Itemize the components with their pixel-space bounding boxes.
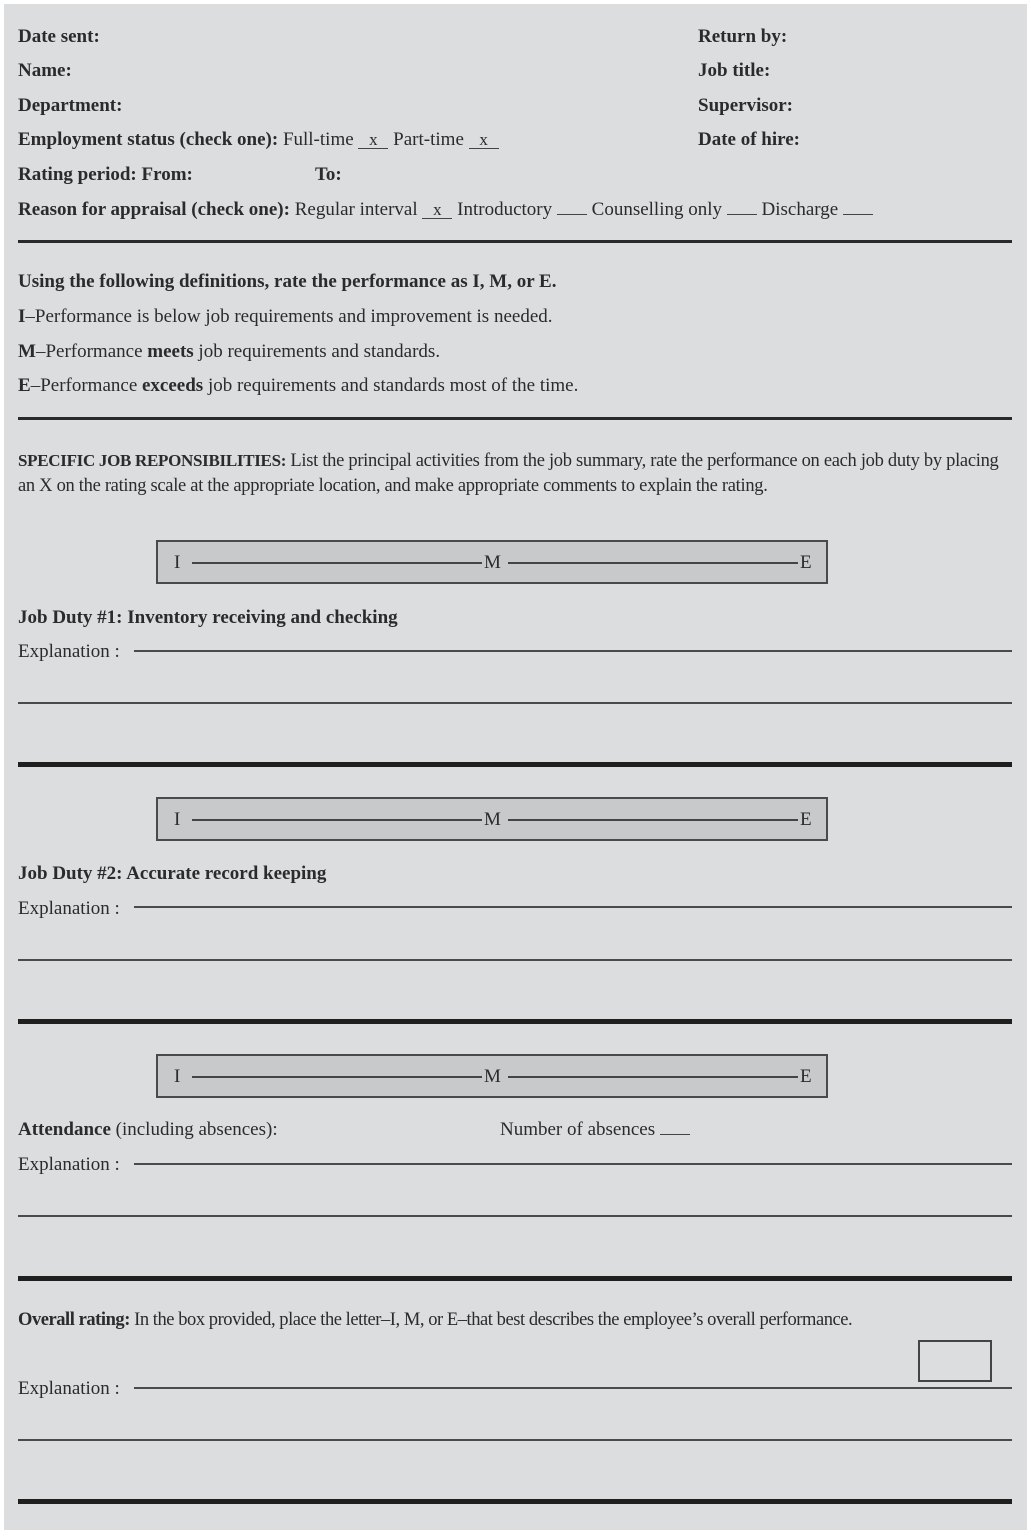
name-label: Name: <box>18 60 72 81</box>
definition-text: –Performance <box>30 375 142 396</box>
part-time-label: Part-time <box>393 129 464 150</box>
duty-2-explanation-input-line-2[interactable] <box>18 959 1012 961</box>
date-of-hire-label: Date of hire: <box>698 129 801 150</box>
employment-status-label: Employment status (check one): <box>18 129 279 150</box>
scale-high-label: E <box>800 809 812 830</box>
definition-letter: I <box>18 306 26 327</box>
reason-label: Reason for appraisal (check one): <box>18 199 290 220</box>
attendance-subtitle: (including absences): <box>110 1119 278 1140</box>
rating-scale-attendance[interactable] <box>156 1054 828 1098</box>
definition-emphasis: exceeds <box>142 375 204 396</box>
reason-row <box>18 199 873 221</box>
responsibilities-title: SPECIFIC JOB REPONSIBILITIES: <box>18 451 287 470</box>
section-divider <box>18 417 1012 420</box>
definition-e <box>18 375 578 397</box>
scale-high-label: E <box>800 1066 812 1087</box>
counselling-checkbox[interactable] <box>727 214 757 215</box>
overall-explanation-label: Explanation : <box>18 1378 120 1399</box>
definition-i <box>18 306 553 328</box>
section-divider <box>18 1276 1012 1281</box>
full-time-checkbox[interactable]: x <box>358 132 388 149</box>
attendance-title <box>18 1119 278 1141</box>
absences-label: Number of absences <box>500 1119 656 1140</box>
duty-2-explanation-input[interactable] <box>134 906 1012 908</box>
overall-rating-instructions <box>18 1309 852 1331</box>
scale-line <box>508 1076 798 1078</box>
duty-2-explanation-label: Explanation : <box>18 898 120 919</box>
duty-1-title: Job Duty #1: Inventory receiving and checking <box>18 607 398 628</box>
attendance-explanation-input[interactable] <box>134 1163 1012 1165</box>
appraisal-form <box>4 4 1027 1530</box>
definition-text: job requirements and standards. <box>193 341 441 362</box>
overall-explanation-input[interactable] <box>134 1387 1012 1389</box>
scale-line <box>192 819 482 821</box>
definitions-title: Using the following definitions, rate the performance as I, M, or E. <box>18 271 557 292</box>
discharge-label: Discharge <box>761 199 839 220</box>
scale-line <box>508 819 798 821</box>
duty-1-explanation-input-line-2[interactable] <box>18 702 1012 704</box>
overall-rating-text: In the box provided, place the letter–I, M, or E–that best describes the employee’s overall performance. <box>129 1310 853 1330</box>
regular-interval-label: Regular interval <box>294 199 418 220</box>
counselling-label: Counselling only <box>591 199 723 220</box>
responsibilities-text: List the principal activities from the job summary, rate the performance on each job duty by placing an X on the rating scale at the appropriate location, and make appropriate comments to explain the rating. <box>18 451 999 496</box>
rating-period-to-label: To: <box>315 164 342 185</box>
department-label: Department: <box>18 95 123 116</box>
absences-row <box>500 1119 690 1141</box>
scale-line <box>508 562 798 564</box>
scale-mid-label: M <box>484 809 501 830</box>
definition-letter: E <box>18 375 31 396</box>
section-divider <box>18 762 1012 767</box>
section-divider <box>18 240 1012 243</box>
full-time-label: Full-time <box>282 129 354 150</box>
overall-rating-box[interactable] <box>918 1340 992 1382</box>
scale-line <box>192 562 482 564</box>
duty-1-explanation-input[interactable] <box>134 650 1012 652</box>
rating-period-from-label: Rating period: From: <box>18 164 193 185</box>
definition-letter: M <box>18 341 36 362</box>
scale-mid-label: M <box>484 552 501 573</box>
return-by-label: Return by: <box>698 26 788 47</box>
regular-interval-checkbox[interactable]: x <box>422 202 452 219</box>
definition-m <box>18 341 440 363</box>
section-divider <box>18 1019 1012 1024</box>
discharge-checkbox[interactable] <box>843 214 873 215</box>
definition-text: –Performance is below job requirements and improvement is needed. <box>25 306 553 327</box>
absences-input[interactable] <box>660 1134 690 1135</box>
attendance-explanation-label: Explanation : <box>18 1154 120 1175</box>
job-title-label: Job title: <box>698 60 771 81</box>
scale-low-label: I <box>174 809 181 830</box>
scale-low-label: I <box>174 552 181 573</box>
introductory-label: Introductory <box>457 199 553 220</box>
duty-1-explanation-label: Explanation : <box>18 641 120 662</box>
overall-rating-label: Overall rating: <box>18 1310 130 1330</box>
employment-status-row <box>18 129 499 151</box>
scale-low-label: I <box>174 1066 181 1087</box>
date-sent-label: Date sent: <box>18 26 100 47</box>
part-time-checkbox[interactable]: x <box>469 132 499 149</box>
attendance-label: Attendance <box>18 1119 111 1140</box>
supervisor-label: Supervisor: <box>698 95 793 116</box>
overall-explanation-input-line-2[interactable] <box>18 1439 1012 1441</box>
introductory-checkbox[interactable] <box>557 214 587 215</box>
duty-2-title: Job Duty #2: Accurate record keeping <box>18 863 327 884</box>
rating-scale-duty-2[interactable] <box>156 797 828 841</box>
scale-high-label: E <box>800 552 812 573</box>
rating-scale-duty-1[interactable] <box>156 540 828 584</box>
responsibilities-instructions <box>18 448 1014 499</box>
section-divider <box>18 1499 1012 1504</box>
scale-mid-label: M <box>484 1066 501 1087</box>
definition-text: –Performance <box>35 341 148 362</box>
definition-emphasis: meets <box>147 341 194 362</box>
definition-text: job requirements and standards most of the time. <box>203 375 579 396</box>
attendance-explanation-input-line-2[interactable] <box>18 1215 1012 1217</box>
scale-line <box>192 1076 482 1078</box>
